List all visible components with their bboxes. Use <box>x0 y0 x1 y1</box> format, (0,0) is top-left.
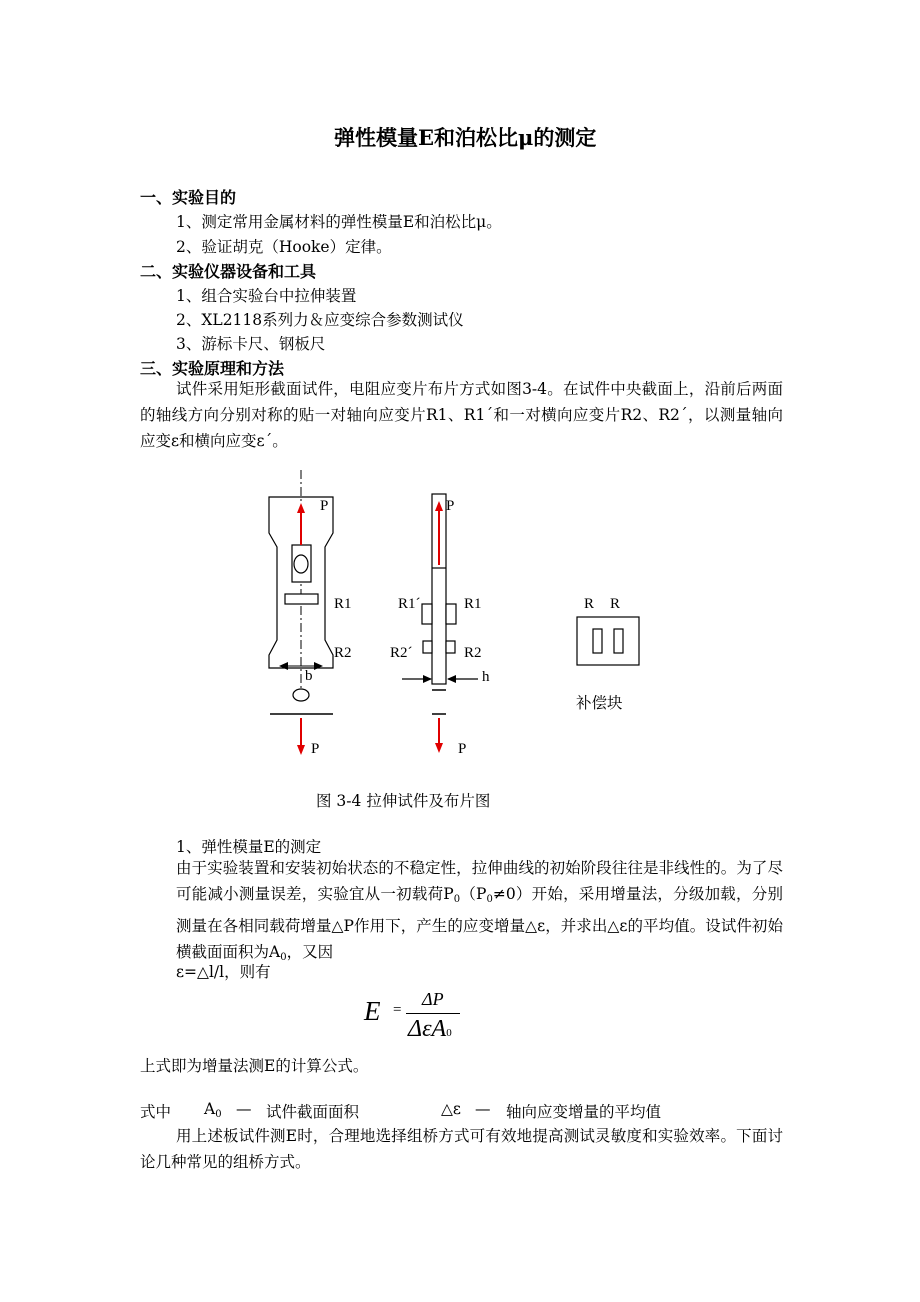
compensation-block <box>577 617 639 665</box>
gauge-label-r2: R2 <box>334 645 352 661</box>
legend-description: 轴向应变增量的平均值 <box>506 1103 662 1121</box>
formula-lhs: E <box>364 996 381 1026</box>
section-heading: 一、实验目的 <box>140 188 237 207</box>
legend-symbol: △ε <box>441 1100 461 1118</box>
list-item: 1、测定常用金属材料的弹性模量E和泊松比μ。 <box>176 213 502 231</box>
page-title: 弹性模量E和泊松比μ的测定 <box>334 125 597 150</box>
load-label: P <box>458 741 467 757</box>
formula-equals: = <box>393 1002 402 1018</box>
gauge-label-r1: R1 <box>464 596 482 612</box>
formula-note: 上式即为增量法测E的计算公式。 <box>140 1057 369 1075</box>
load-label: P <box>311 741 320 757</box>
formula-fraction-bar <box>406 1013 460 1014</box>
formula-denominator: ΔεA0 <box>408 1016 452 1042</box>
compensation-block-label: 补偿块 <box>576 694 623 712</box>
legend-symbol: $A_0$ <box>204 1100 222 1120</box>
comp-gauge-label: R <box>584 596 595 612</box>
thickness-label: h <box>482 669 490 685</box>
strain-definition: ε=△l/l，则有 <box>176 963 271 981</box>
formula-numerator: ΔP <box>422 989 444 1009</box>
section-heading: 二、实验仪器设备和工具 <box>140 262 317 281</box>
intro-paragraph: 试件采用矩形截面试件，电阻应变片布片方式如图3-4。在试件中央截面上，沿前后两面的轴线方向分别对称的贴一对轴向应变片R1、R1´和一对横向应变片R2、R2´，以测量轴向应变ε和横向应变ε´。 <box>140 380 783 450</box>
load-label: P <box>320 498 329 514</box>
legend-description: 试件截面面积 <box>266 1103 360 1121</box>
list-item: 3、游标卡尺、钢板尺 <box>176 335 326 353</box>
width-label: b <box>305 668 313 684</box>
method-paragraph: 由于实验装置和安装初始状态的不稳定性，拉伸曲线的初始阶段往往是非线性的。为了尽可能减小测量误差，实验宜从一初载荷$P_0(P_0\ne 0)$开始，采用增量法，分级加载，分别测量在各相同载荷增量△P作用下，产生的应变增量△ε，并求出△ε的平均值。设试件初始横截面面积为$A_0$，又因 <box>176 859 783 963</box>
figure-caption: 图 3-4 拉伸试件及布片图 <box>316 792 491 810</box>
gauge-label-r1: R1 <box>334 596 352 612</box>
list-item: 2、验证胡克（Hooke）定律。 <box>176 238 392 256</box>
gauge-label-r1-back: R1´ <box>398 596 421 612</box>
legend-dash: — <box>236 1100 252 1118</box>
load-label: P <box>446 498 455 514</box>
legend-prefix: 式中 <box>140 1103 172 1121</box>
closing-paragraph: 用上述板试件测E时，合理地选择组桥方式可有效地提高测试灵敏度和实验效率。下面讨论几种常见的组桥方式。 <box>140 1127 783 1171</box>
gauge-label-r2: R2 <box>464 645 482 661</box>
list-item: 1、组合实验台中拉伸装置 <box>176 287 357 305</box>
gauge-label-r2-back: R2´ <box>390 645 413 661</box>
legend-dash: — <box>475 1100 491 1118</box>
comp-gauge-label: R <box>610 596 621 612</box>
subsection-heading: 1、弹性模量E的测定 <box>176 838 322 856</box>
section-heading: 三、实验原理和方法 <box>140 359 285 378</box>
list-item: 2、XL2118系列力＆应变综合参数测试仪 <box>176 311 464 329</box>
